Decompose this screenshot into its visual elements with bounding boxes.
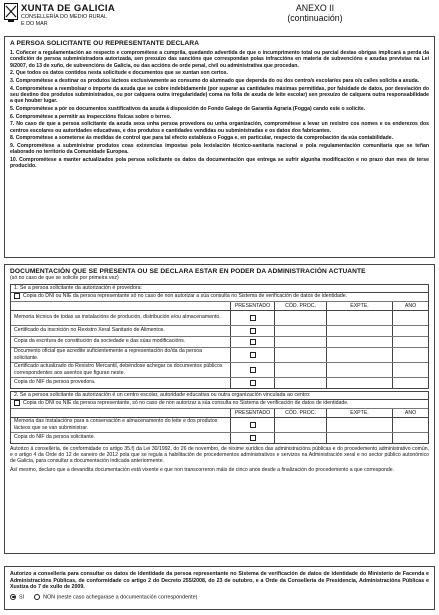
table-row <box>11 433 428 443</box>
table-header <box>11 409 428 418</box>
file-cell[interactable] <box>326 378 392 388</box>
proc-code-cell[interactable] <box>274 363 326 377</box>
declaration-list <box>10 50 429 170</box>
proc-code-cell[interactable] <box>274 326 326 336</box>
consent-options <box>10 594 429 600</box>
dni-copy-label: Copia do DNI ou NIE da persoa representante só no caso de non autorizar a súa consulta no Sistema de verificación de datos de identidade. <box>23 293 348 300</box>
document-label: Copia do NIF da persoa solicitante. <box>14 434 96 441</box>
presented-checkbox[interactable] <box>250 367 256 373</box>
document-label: Documento oficial que acredite suficientemente a representación do/da da persoa solicitante. <box>14 348 203 361</box>
dni-copy-row <box>11 293 428 302</box>
proc-code-cell[interactable] <box>274 418 326 432</box>
annex-subtitle: (continuación) <box>287 13 343 23</box>
document-label: Certificado da inscrición no Rexistro Xeral Sanitario de Alimentos. <box>14 327 165 334</box>
validity-declaration: Así mesmo, declaro que a devandita documentación está vixente e que non transcorreron máis de cinco anos desde a finalización do procedemento a que corresponde. <box>10 466 395 473</box>
col-proc-code: CÓD. PROC. <box>274 302 326 310</box>
presented-checkbox[interactable] <box>250 352 256 358</box>
identity-consent-panel <box>4 566 435 610</box>
year-cell[interactable] <box>392 326 428 336</box>
dni-copy-checkbox[interactable] <box>14 293 20 299</box>
annex-heading <box>270 3 360 23</box>
document-label: Memoria técnica de todas as instalacións de produción, distribución e/ou almacenamento. <box>14 314 221 321</box>
file-cell[interactable] <box>326 326 392 336</box>
documentation-panel <box>4 264 435 554</box>
logo-title: XUNTA DE GALICIA <box>21 3 115 14</box>
dni-copy-label: Copia do DNI ou NIE da persoa representante, só no caso de non autorizar a súa consulta no Sistema de verificación de datos de identidade. <box>23 400 349 407</box>
year-cell[interactable] <box>392 363 428 377</box>
year-cell[interactable] <box>392 433 428 443</box>
table-row <box>11 348 428 363</box>
proc-code-cell[interactable] <box>274 348 326 362</box>
provider-documents-group <box>10 284 429 389</box>
file-cell[interactable] <box>326 363 392 377</box>
col-year: ANO <box>392 302 428 310</box>
document-label: Copia do NIF da persoa provedora. <box>14 379 96 386</box>
consent-yes-label: SI <box>19 594 25 601</box>
consent-no-label: NON (neste caso achegarase a documentación correspondente) <box>43 594 198 601</box>
consent-no-option[interactable] <box>34 594 197 600</box>
year-cell[interactable] <box>392 311 428 325</box>
file-cell[interactable] <box>326 348 392 362</box>
consent-yes-option[interactable] <box>10 594 24 600</box>
year-cell[interactable] <box>392 348 428 362</box>
authorization-text: Autorizo á consellería, de conformidade co artigo 35.f) da Lei 30/1992, do 26 de novembro, de réxime xurídico das administracións públicas e do procedemento administrativo común, e o artigo 4 da Orde do 12 de xaneiro de 2012 pola que se regula a habilitación de procedementos administrativos e servizos na Administración xeral e no sector público autonómico de Galicia, para consultar a documentación indicada anteriormente. <box>10 445 429 465</box>
col-file: EXPTE. <box>326 409 392 417</box>
declaration-item: 5. Comprométese a pór os documentos xustificativos da axuda á disposición do Fondo Galego de Garantía Agraria (Fogga) cando este o solicite. <box>10 106 366 112</box>
presented-checkbox[interactable] <box>250 435 256 441</box>
document-label: Copia da escritura de constitución da sociedade e das súas modificacións. <box>14 338 186 345</box>
file-cell[interactable] <box>326 337 392 347</box>
proc-code-cell[interactable] <box>274 311 326 325</box>
col-year: ANO <box>392 409 428 417</box>
declaration-item: 9. Comprométese a subministrar produtos coas exixencias impostas pola lexislación técnico-sanitaria nacional e pola regulamentación comunitaria que se teñan elaborado no territorio da Comunidade Europea. <box>10 142 429 156</box>
table-row <box>11 311 428 326</box>
page-header <box>0 0 439 32</box>
col-presented: PRESENTADO <box>230 409 274 417</box>
year-cell[interactable] <box>392 378 428 388</box>
declaration-panel <box>4 36 435 258</box>
presented-checkbox[interactable] <box>250 380 256 386</box>
table-row <box>11 337 428 348</box>
document-label: Memoria das instalacións para a conservación e almacenamento do leite e dos produtos lácteos que se van subministrar. <box>14 418 218 431</box>
group-heading: 1. Se a persoa solicitante da autorización é provedora: <box>11 285 428 293</box>
col-file: EXPTE. <box>326 302 392 310</box>
file-cell[interactable] <box>326 311 392 325</box>
year-cell[interactable] <box>392 337 428 347</box>
declaration-item: 2. Que todos os datos contidos nesta solicitude e documentos que se xuntan son certos. <box>10 70 228 77</box>
logo-subtitle: CONSELLERÍA DO MEDIO RURAL E DO MAR <box>21 14 107 27</box>
xunta-logo <box>4 3 114 31</box>
table-row <box>11 326 428 337</box>
consent-no-radio[interactable] <box>34 594 40 600</box>
consent-yes-radio[interactable] <box>10 594 16 600</box>
table-row <box>11 418 428 433</box>
col-presented: PRESENTADO <box>230 302 274 310</box>
file-cell[interactable] <box>326 418 392 432</box>
declaration-item: 10. Comprométese a manter actualizados pola persoa solicitante os datos da documentación que entrega se sufrir algunha modificación e no prazo dun mes de terse producido. <box>10 156 429 170</box>
col-proc-code: CÓD. PROC. <box>274 409 326 417</box>
declaration-item: 1. Coñecer a regulamentación ao respecto e comprométese a cumprila, quedando advertida de que o incumprimento total ou parcial destas obrigas implicará a perda da condición de persoa subministradora autorizada, sen prexuízo das sancións que correspondan polas infraccións en materia de subvencións e axudas previstas na Lei 9/2007, do 13 de xuño, de subvencións de Galicia, ou das accións de orde penal, civil ou administrativa que procedan. <box>10 50 429 69</box>
table-row <box>11 363 428 378</box>
presented-checkbox[interactable] <box>250 422 256 428</box>
proc-code-cell[interactable] <box>274 337 326 347</box>
annex-title: ANEXO II <box>295 3 335 13</box>
presented-checkbox[interactable] <box>250 328 256 334</box>
declaration-item: 7. No caso de que a persoa solicitante da axuda sexa unha persoa provedora ou unha organización, comprométese a levar un rexistro cos nomes e os enderezos dos centros escolares ou autoridades educativas, e dos produtos e cantidades vendidas ou subministradas e os datos dos fabricantes. <box>10 121 429 134</box>
presented-checkbox[interactable] <box>250 315 256 321</box>
file-cell[interactable] <box>326 433 392 443</box>
proc-code-cell[interactable] <box>274 433 326 443</box>
documentation-subtitle: (só no caso de que se solicite por primeira vez) <box>10 275 119 281</box>
galicia-shield-icon <box>4 3 18 23</box>
proc-code-cell[interactable] <box>274 378 326 388</box>
dni-copy-row <box>11 400 428 409</box>
declaration-item: 8. Comprométese a someterse ás medidas de control que para tal efecto estableza o Fogga e, en particular, respecto da comprobación da súa contabilidade. <box>10 135 394 142</box>
year-cell[interactable] <box>392 418 428 432</box>
declaration-item: 4. Comprométese a reembolsar o importe da axuda que se cobre indebidamente (por superar as cantidades máximas permitidas, por falsidade de datos, por desviación do seu destino dos produtos subministrados, ou por calquera outra irregularidade) coma na folla de axuda de leite escolar) sen prexuízo de calquera outra responsabilidade a que houber lugar. <box>10 85 429 105</box>
school-documents-group <box>10 391 429 444</box>
declaration-item: 6. Comprométese a permitir as inspeccións físicas sobre o terreo. <box>10 113 172 120</box>
documentation-title: DOCUMENTACIÓN QUE SE PRESENTA OU SE DECLARA ESTAR EN PODER DA ADMINISTRACIÓN ACTUANTE <box>10 268 366 275</box>
group-heading: 2. Se a persoa solicitante da autorización é un centro escolar, autoridade educativa ou outra organización vinculada ao centro: <box>11 392 428 400</box>
table-header <box>11 302 428 311</box>
dni-copy-checkbox[interactable] <box>14 400 20 406</box>
declaration-item: 3. Comprométese a destinar os produtos lácteos exclusivamente ao consumo do alumnado que dependa do ou dos centro/s escolar/es para o/s cal/es solicita a axuda. <box>10 78 420 84</box>
declaration-title: A PERSOA SOLICITANTE OU REPRESENTANTE DECLARA <box>10 40 200 47</box>
table-row <box>11 378 428 388</box>
document-label: Certificado actualizado do Rexistro Mercantil, debéndose achegar os documentos públicos correspondentes aos asentos que figuran neste. <box>14 363 223 376</box>
presented-checkbox[interactable] <box>250 339 256 345</box>
consent-text: Autorizo a consellería para consultar os datos de identidade da persoa representante no Sistema de verificación de datos de identidade do Ministerio de Facenda e Administracións Públicas, de conformidade co artigo 2 do Decreto 255/2008, do 23 de outubro, e a Orde da Consellería de Presidencia, Administracións Públicas e Xustiza do 7 de xullo de 2009. <box>10 571 429 591</box>
